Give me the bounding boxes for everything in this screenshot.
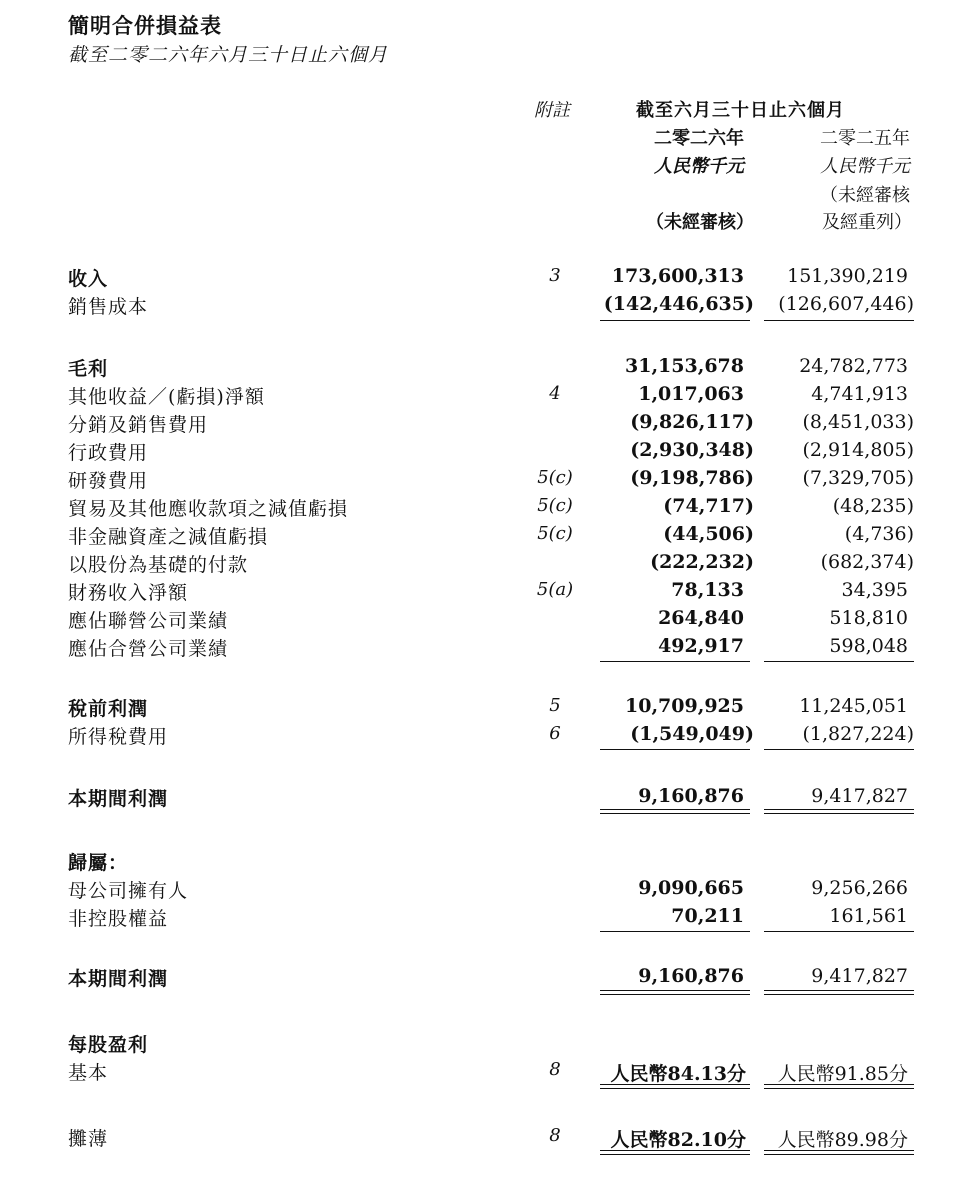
row-value-2026: 人民幣82.10分 [610, 1129, 746, 1151]
row-value-2025: 9,256,266 [811, 877, 908, 899]
subtotal-rule [764, 931, 914, 932]
table-row [0, 876, 976, 902]
header-audit-2025-line2: 及經重列） [822, 212, 912, 233]
row-note: 5 [549, 695, 561, 716]
subtotal-rule [600, 931, 750, 932]
row-label: 應佔合營公司業績 [68, 638, 229, 660]
row-value-2025: 9,417,827 [811, 965, 908, 987]
row-label: 財務收入淨額 [68, 582, 189, 604]
subtotal-rule [764, 320, 914, 321]
table-row [0, 550, 976, 576]
header-unit-2026: 人民幣千元 [654, 156, 744, 177]
row-value-2026: (142,446,635) [603, 293, 754, 315]
table-row [0, 606, 976, 632]
table-row [0, 354, 976, 380]
row-label: 所得稅費用 [68, 726, 169, 748]
table-row [0, 522, 976, 548]
row-label: 非金融資產之減值虧損 [68, 526, 269, 548]
row-value-2025: 4,741,913 [811, 383, 908, 405]
row-value-2026: 70,211 [671, 905, 744, 927]
table-row [0, 382, 976, 408]
row-value-2025: 598,048 [829, 635, 908, 657]
row-label: 稅前利潤 [68, 698, 149, 720]
table-row [0, 1030, 976, 1056]
row-label: 母公司擁有人 [68, 880, 189, 902]
total-double-rule [600, 809, 750, 814]
row-label: 研發費用 [68, 470, 149, 492]
total-double-rule [764, 990, 914, 995]
row-value-2025: 人民幣89.98分 [777, 1129, 908, 1151]
row-note: 5(c) [537, 495, 573, 516]
subtotal-rule [600, 661, 750, 662]
table-row [0, 634, 976, 660]
total-double-rule [764, 1150, 914, 1155]
table-row [0, 964, 976, 990]
table-row [0, 466, 976, 492]
row-value-2025: 151,390,219 [787, 265, 908, 287]
row-value-2026: 9,160,876 [638, 965, 744, 987]
subtotal-rule [600, 749, 750, 750]
subtotal-rule [600, 320, 750, 321]
table-row [0, 722, 976, 748]
header-audit-2025-line1: （未經審核 [820, 185, 910, 206]
row-value-2025: 9,417,827 [811, 785, 908, 807]
row-label: 以股份為基礎的付款 [68, 554, 249, 576]
row-value-2026: 人民幣84.13分 [610, 1063, 746, 1085]
total-double-rule [600, 1150, 750, 1155]
row-label: 基本 [68, 1062, 109, 1084]
row-note: 5(c) [537, 467, 573, 488]
row-label: 貿易及其他應收款項之減值虧損 [68, 498, 349, 520]
row-label: 本期間利潤 [68, 788, 169, 810]
header-note: 附註 [534, 100, 570, 121]
row-value-2026: (9,826,117) [630, 411, 754, 433]
row-note: 4 [549, 383, 561, 404]
statement-title: 簡明合併損益表 [68, 13, 222, 38]
row-note: 8 [549, 1059, 561, 1080]
row-note: 8 [549, 1125, 561, 1146]
row-value-2025: (682,374) [820, 551, 914, 573]
row-value-2026: (1,549,049) [630, 723, 754, 745]
total-double-rule [764, 809, 914, 814]
row-value-2025: 34,395 [841, 579, 908, 601]
statement-subtitle: 截至二零二六年六月三十日止六個月 [68, 44, 389, 66]
row-value-2026: (222,232) [650, 551, 754, 573]
table-row [0, 578, 976, 604]
row-value-2025: (1,827,224) [802, 723, 914, 745]
table-row [0, 494, 976, 520]
subtotal-rule [764, 661, 914, 662]
table-row [0, 438, 976, 464]
row-label: 每股盈利 [68, 1034, 149, 1056]
row-value-2026: 492,917 [658, 635, 744, 657]
row-value-2025: (2,914,805) [802, 439, 914, 461]
row-label: 歸屬： [68, 852, 129, 874]
row-value-2026: (2,930,348) [630, 439, 754, 461]
table-row [0, 292, 976, 318]
row-value-2026: 78,133 [671, 579, 744, 601]
table-row [0, 694, 976, 720]
row-value-2026: 264,840 [658, 607, 744, 629]
row-value-2026: (74,717) [663, 495, 754, 517]
row-value-2025: 24,782,773 [799, 355, 908, 377]
total-double-rule [764, 1084, 914, 1089]
row-value-2025: (126,607,446) [778, 293, 914, 315]
row-label: 應佔聯營公司業績 [68, 610, 229, 632]
table-row [0, 410, 976, 436]
row-value-2026: 10,709,925 [625, 695, 744, 717]
row-label: 其他收益／(虧損)淨額 [68, 386, 265, 408]
subtotal-rule [764, 749, 914, 750]
row-value-2025: (48,235) [832, 495, 914, 517]
row-note: 3 [549, 265, 561, 286]
row-label: 攤薄 [68, 1128, 109, 1150]
row-note: 5(a) [536, 579, 574, 600]
header-year-2025: 二零二五年 [820, 128, 910, 149]
row-value-2025: 161,561 [829, 905, 908, 927]
header-year-2026: 二零二六年 [654, 128, 744, 149]
row-value-2026: 9,160,876 [638, 785, 744, 807]
table-row [0, 264, 976, 290]
total-double-rule [600, 1084, 750, 1089]
row-note: 6 [549, 723, 561, 744]
row-value-2025: 11,245,051 [799, 695, 908, 717]
row-value-2026: (44,506) [663, 523, 754, 545]
header-unit-2025: 人民幣千元 [820, 156, 910, 177]
row-label: 行政費用 [68, 442, 149, 464]
row-label: 本期間利潤 [68, 968, 169, 990]
row-value-2026: 1,017,063 [638, 383, 744, 405]
table-row [0, 1058, 976, 1084]
row-value-2026: 31,153,678 [625, 355, 744, 377]
header-period: 截至六月三十日止六個月 [636, 100, 845, 121]
row-label: 銷售成本 [68, 296, 149, 318]
row-value-2026: 173,600,313 [611, 265, 744, 287]
row-label: 非控股權益 [68, 908, 169, 930]
row-label: 毛利 [68, 358, 109, 380]
row-value-2025: 人民幣91.85分 [777, 1063, 908, 1085]
row-value-2025: (4,736) [844, 523, 914, 545]
table-row [0, 1124, 976, 1150]
row-value-2025: (8,451,033) [802, 411, 914, 433]
row-value-2026: (9,198,786) [630, 467, 754, 489]
total-double-rule [600, 990, 750, 995]
table-row [0, 904, 976, 930]
row-label: 分銷及銷售費用 [68, 414, 209, 436]
row-value-2026: 9,090,665 [638, 877, 744, 899]
table-row [0, 784, 976, 810]
row-value-2025: 518,810 [829, 607, 908, 629]
row-value-2025: (7,329,705) [802, 467, 914, 489]
header-audit-2026: （未經審核） [646, 212, 754, 233]
row-note: 5(c) [537, 523, 573, 544]
row-label: 收入 [68, 268, 109, 290]
table-row [0, 848, 976, 874]
